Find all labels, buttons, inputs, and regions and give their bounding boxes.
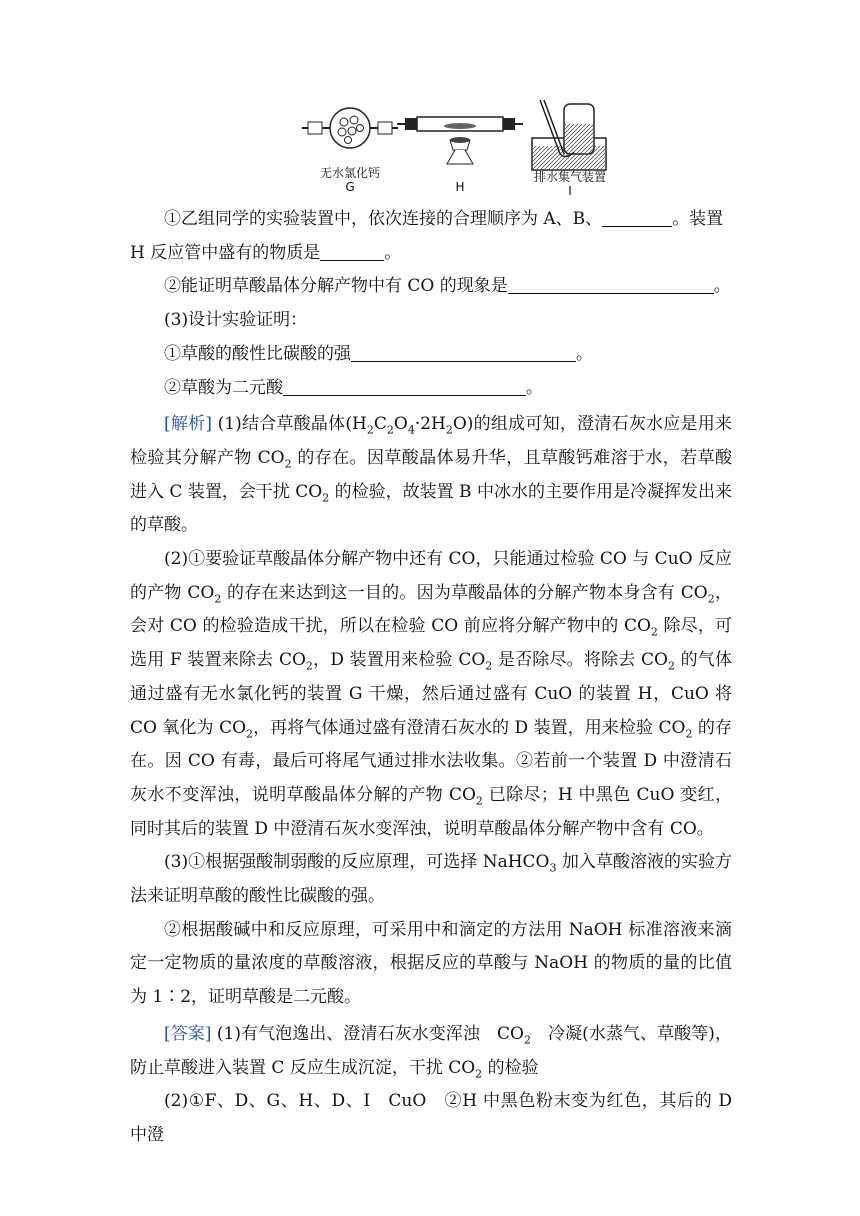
- answer-blank: [320, 240, 384, 261]
- reaction-tube-h-figure: [395, 100, 525, 194]
- analysis-paragraph-3: (3)①根据强酸制弱酸的反应原理，可选择 NaHCO$_3$ 加入草酸溶液的实验方法来证明草酸的酸性比碳酸的强。: [130, 852, 733, 907]
- question-2-1: ①乙组同学的实验装置中，依次连接的合理顺序为 A、B、 。装置: [130, 203, 732, 237]
- label-h: H: [455, 180, 465, 194]
- question-2-2: ②能证明草酸晶体分解产物中有 CO 的现象是 。: [130, 270, 732, 304]
- document-body: [130, 203, 732, 1153]
- caption-i: 排水集气装置: [533, 170, 606, 184]
- water-collection-i-figure: [530, 100, 610, 198]
- answer-blank: [351, 341, 576, 362]
- question-3-1: ①草酸的酸性比碳酸的强 。: [130, 338, 732, 372]
- analysis-paragraph-4: ②根据酸碱中和反应原理，可采用中和滴定的方法用 NaOH 标准溶液来滴定一定物质的量浓度的草酸溶液，根据反应的草酸与 NaOH 的物质的量的比值为 1∶2，证明草酸是二元酸。: [130, 919, 732, 1008]
- answer-blank: [283, 375, 526, 396]
- answer-paragraph-2: (2)①F、D、G、H、D、I CuO ②H 中黑色粉末变为红色，其后的 D 中澄: [130, 1091, 732, 1145]
- question-3-2: ②草酸为二元酸 。: [130, 372, 732, 406]
- label-i: I: [568, 184, 572, 198]
- answer-blank: [602, 206, 672, 227]
- question-3: (3)设计实验证明：: [164, 310, 308, 331]
- drying-tube-g-figure: [300, 100, 400, 194]
- question-2-1-cont: H 反应管中盛有的物质是 。: [130, 237, 732, 271]
- analysis-paragraph-1: [解析] (1)结合草酸晶体$(H_2C_2O_4\cdot 2H_2O)$的组成可知，澄清石灰水应是用来检验其分解产物 $CO_2$ 的存在。因草酸晶体易升华，且草酸钙难溶于水，若草酸进入 C 装置，会干扰 $CO_2$ 的检验，故装置 B 中冰水的主要作用是冷凝挥发出来的草酸。: [130, 414, 733, 536]
- analysis-tag: [解析]: [164, 414, 212, 435]
- caption-g: 无水氯化钙: [319, 166, 380, 180]
- answer-paragraph-1: [答案] (1)有气泡逸出、澄清石灰水变浑浊 $CO_2$ 冷凝(水蒸气、草酸等)，防止草酸进入装置 C 反应生成沉淀，干扰 $CO_2$ 的检验: [130, 1023, 733, 1080]
- apparatus-figures: [0, 100, 860, 200]
- answer-tag: [答案]: [164, 1023, 212, 1044]
- analysis-paragraph-2: (2)①要验证草酸晶体分解产物中还有 CO，只能通过检验 CO 与 CuO 反应的产物 $CO_2$ 的存在来达到这一目的。因为草酸晶体的分解产物本身含有 $CO_2$，会对 CO 的检验造成干扰，所以在检验 CO 前应将分解产物中的 $CO_2$ 除尽，可选用 F 装置来除去 $CO_2$，D 装置用来检验 $CO_2$ 是否除尽。将除去 $CO_2$ 的气体通过盛有无水氯化钙的装置 G 干燥，然后通过盛有 CuO 的装置 H，CuO 将 CO 氧化为 $CO_2$，再将气体通过盛有澄清石灰水的 D 装置，用来检验 $CO_2$ 的存在。因 CO 有毒，最后可将尾气通过排水法收集。②若前一个装置 D 中澄清石灰水不变浑浊，说明草酸晶体分解的产物 $CO_2$ 已除尽；H 中黑色 CuO 变红，同时其后的装置 D 中澄清石灰水变浑浊，说明草酸晶体分解产物中含有 CO。: [130, 549, 732, 839]
- answer-blank: [508, 273, 714, 294]
- label-g: G: [345, 180, 355, 194]
